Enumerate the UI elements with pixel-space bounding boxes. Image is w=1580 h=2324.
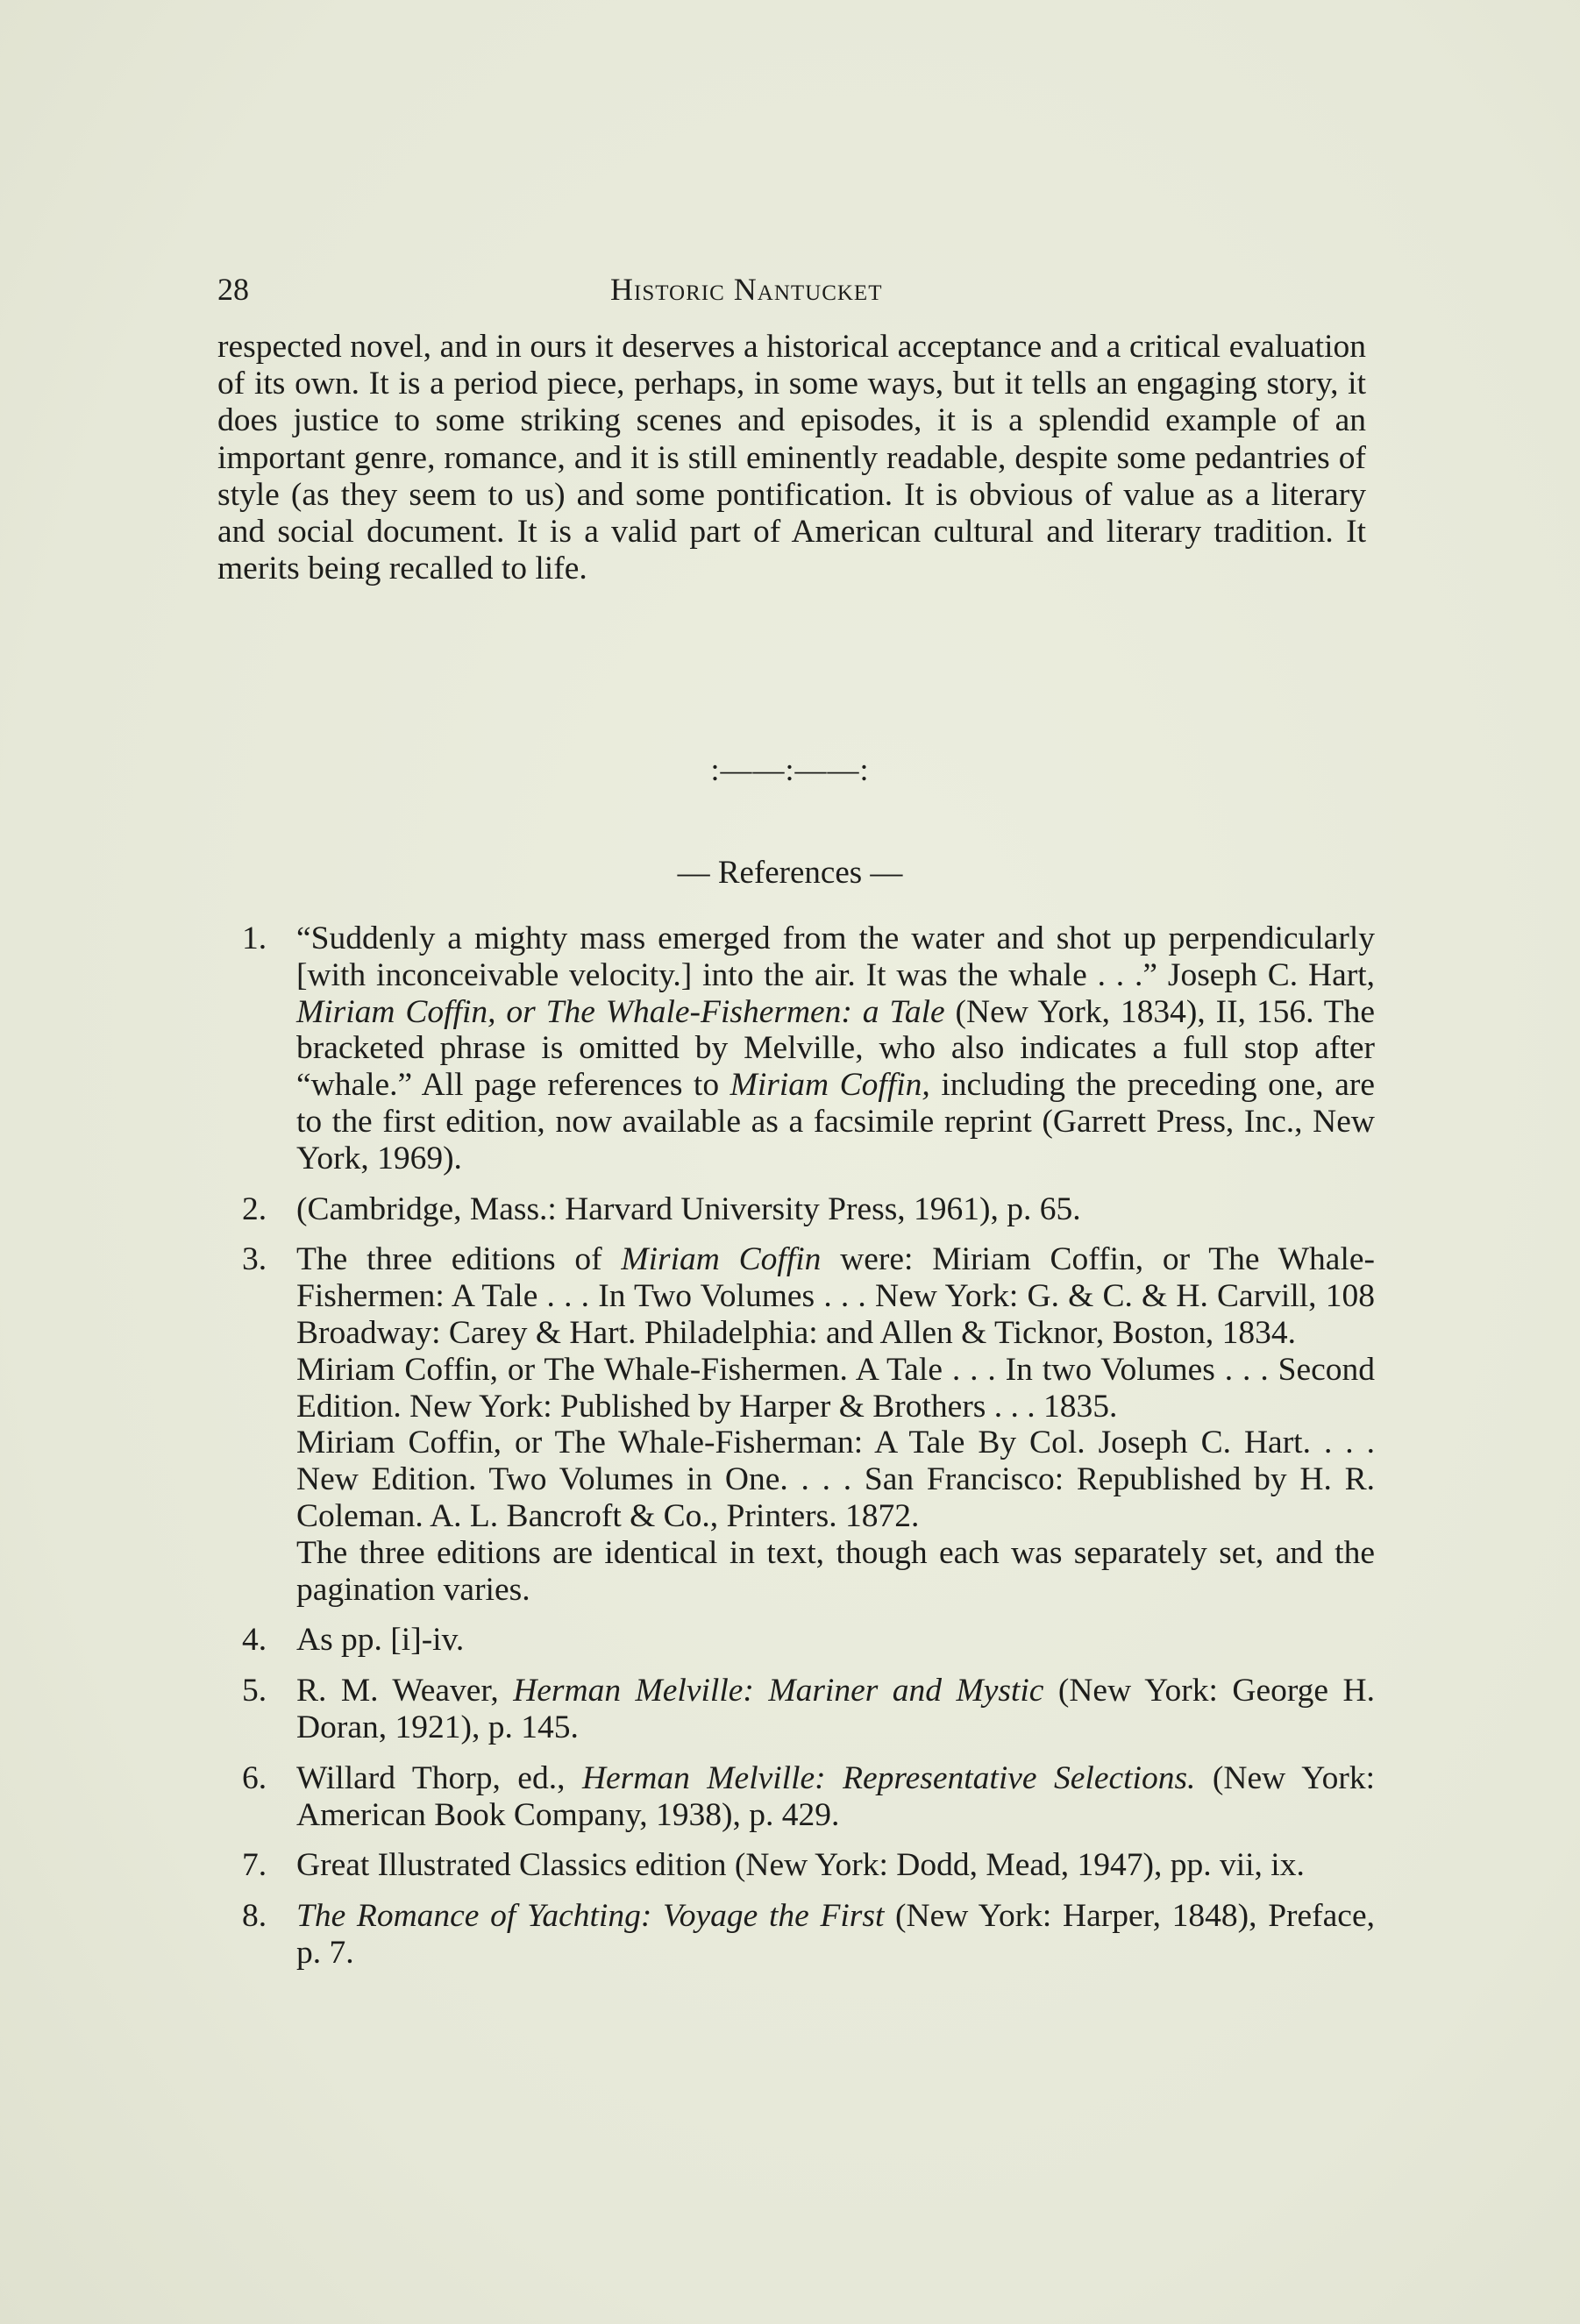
reference-text-part: “Suddenly a mighty mass emerged from the water and shot up perpendicularly [with inconceivable velocity.] into the air. It was the whale . . .” Joseph C. Hart, (296, 920, 1375, 993)
reference-item-4 (235, 1622, 1375, 1659)
reference-note: The three editions are identical in text, though each was separately set, and the pagination varies. (296, 1534, 1375, 1608)
reference-text-part: As pp. [i]-iv. (296, 1622, 465, 1659)
reference-number: 5. (242, 1673, 267, 1709)
reference-item-3 (235, 1241, 1375, 1608)
reference-text-part: R. M. Weaver, (296, 1673, 514, 1709)
reference-title: The Romance of Yachting: Voyage the First (296, 1898, 885, 1935)
page-number: 28 (217, 272, 249, 307)
reference-number: 2. (242, 1190, 267, 1227)
body-paragraph: respected novel, and in ours it deserves a historical acceptance and a critical evaluation of its own. It is a period piece, perhaps, in some ways, but it tells an engaging story, it does justice to some striking scenes and episodes, it is a splendid example of an important genre, romance, and it is still eminently readable, despite some pedantries of style (as they seem to us) and some pontification. It is obvious of value as a literary and social document. It is a valid part of American cultural and literary tradition. It merits being recalled to life. (217, 329, 1366, 587)
reference-text-part: including the preceding one, are to the first edition, now available as a facsimile reprint (Garrett Press, Inc., New York, 1969). (296, 1067, 1375, 1176)
reference-edition-2: Miriam Coffin, or The Whale-Fishermen. A Tale . . . In two Volumes . . . Second Edition. New York: Published by Harper & Brothers . . . 1835. (296, 1351, 1375, 1425)
references-heading: — References — (677, 855, 903, 891)
reference-title: Miriam Coffin (621, 1241, 822, 1278)
reference-text (296, 1847, 1375, 1884)
section-divider: :——:——: (710, 752, 870, 787)
reference-text-part: The three editions of (296, 1241, 622, 1278)
reference-number: 4. (242, 1622, 267, 1659)
reference-item-7 (235, 1847, 1375, 1884)
reference-title: Herman Melville: Representative Selections. (581, 1759, 1196, 1796)
reference-item-8 (235, 1898, 1375, 1972)
reference-text (296, 1898, 1375, 1972)
reference-text (296, 1241, 1375, 1608)
reference-title: Miriam Coffin, or The Whale-Fishermen: a Tale (296, 993, 945, 1030)
reference-item-1 (235, 920, 1375, 1177)
reference-text (296, 1673, 1375, 1746)
reference-number: 1. (242, 920, 267, 956)
reference-text (296, 1760, 1375, 1834)
reference-item-6 (235, 1760, 1375, 1834)
reference-text-part: (New York: American Book Company, 1938), p. 429. (296, 1759, 1375, 1833)
reference-number: 3. (242, 1241, 267, 1278)
page-header (217, 270, 1366, 312)
reference-text (296, 1622, 1375, 1659)
reference-item-5 (235, 1673, 1375, 1746)
reference-text-part: (Cambridge, Mass.: Harvard University Press, 1961), p. 65. (296, 1190, 1081, 1227)
reference-number: 7. (242, 1847, 267, 1884)
reference-number: 8. (242, 1898, 267, 1935)
reference-title: Miriam Coffin, (730, 1067, 930, 1104)
references-list (235, 920, 1375, 1986)
reference-text-part: Willard Thorp, ed., (296, 1759, 582, 1796)
running-head: Historic Nantucket (610, 272, 883, 307)
reference-text-part: (New York, 1834), II, 156. The bracketed phrase is omitted by Melville, who also indicates a full stop after “whale.” All page references to (296, 993, 1375, 1104)
reference-text (296, 1191, 1375, 1228)
reference-text-part: were: Miriam Coffin, or The Whale-Fishermen: A Tale . . . In Two Volumes . . . New York: G. & C. & H. Carvill, 108 Broadway: Carey & Hart. Philadelphia: and Allen & Ticknor, Boston, 1834. (296, 1241, 1375, 1351)
reference-text (296, 920, 1375, 1177)
reference-title: Herman Melville: Mariner and Mystic (513, 1673, 1044, 1709)
reference-text-part: (New York: Harper, 1848), Preface, p. 7. (296, 1898, 1375, 1971)
reference-edition-3: Miriam Coffin, or The Whale-Fisherman: A Tale By Col. Joseph C. Hart. . . . New Edition. Two Volumes in One. . . . San Francisco: Republished by H. R. Coleman. A. L. Bancroft & Co., Printers. 1872. (296, 1425, 1375, 1534)
reference-number: 6. (242, 1759, 267, 1796)
reference-text-part: (New York: George H. Doran, 1921), p. 145. (296, 1673, 1375, 1745)
reference-text-part: Great Illustrated Classics edition (New York: Dodd, Mead, 1947), pp. vii, ix. (296, 1847, 1305, 1884)
reference-item-2 (235, 1191, 1375, 1228)
